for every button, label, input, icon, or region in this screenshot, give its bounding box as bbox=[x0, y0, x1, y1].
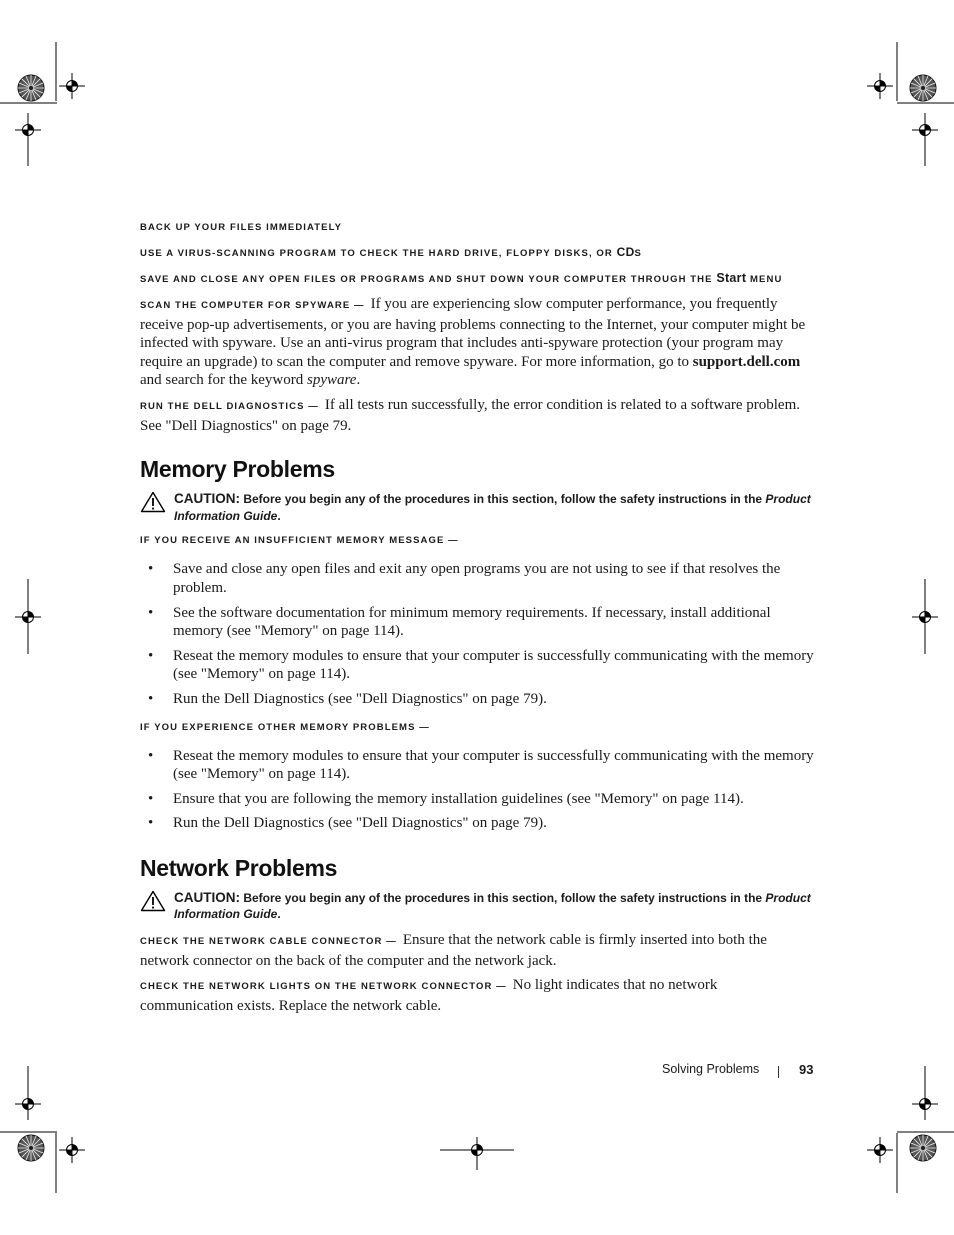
registration-mark-icon bbox=[912, 1091, 938, 1117]
heading-backup: BACK UP YOUR FILES IMMEDIATELY bbox=[140, 222, 343, 233]
other-memory-list bbox=[140, 747, 814, 833]
registration-mark-icon bbox=[15, 117, 41, 143]
network-cable-paragraph: CHECK THE NETWORK CABLE CONNECTOR — Ensure that the network cable is firmly inserted into both the network connector on the back of the computer and the network jack. bbox=[140, 932, 767, 969]
footer-divider bbox=[778, 1066, 779, 1078]
caution-triangle-icon bbox=[140, 890, 166, 912]
network-lights-paragraph: CHECK THE NETWORK LIGHTS ON THE NETWORK CONNECTOR — No light indicates that no network communication exists. Replace the network cable. bbox=[140, 977, 718, 1014]
diagnostics-paragraph: RUN THE DELL DIAGNOSTICS — If all tests run successfully, the error condition is related to a software problem. See "Dell Diagnostics" on page 79. bbox=[140, 396, 801, 434]
list-item: • Reseat the memory modules to ensure that your computer is successfully communicating with the memory (see "Memory" on page 114). bbox=[148, 747, 814, 783]
network-caution: CAUTION: Before you begin any of the procedures in this section, follow the safety instructions in the Product Information Guide. bbox=[140, 890, 814, 923]
page-content bbox=[140, 219, 814, 1021]
registration-mark-icon bbox=[59, 1137, 85, 1163]
spyware-head: SCAN THE COMPUTER FOR SPYWARE — bbox=[140, 300, 365, 311]
diagnostics-head: RUN THE DELL DIAGNOSTICS — bbox=[140, 400, 319, 412]
heading-insufficient-memory: IF YOU RECEIVE AN INSUFFICIENT MEMORY MESSAGE — bbox=[140, 535, 459, 547]
list-item: • Ensure that you are following the memory installation guidelines (see "Memory" on page 114). bbox=[148, 790, 744, 807]
color-target-icon bbox=[910, 75, 936, 101]
color-target-icon bbox=[18, 75, 44, 101]
heading-virus-scan: USE A VIRUS-SCANNING PROGRAM TO CHECK THE HARD DRIVE, FLOPPY DISKS, OR CDS bbox=[140, 245, 642, 259]
registration-mark-icon bbox=[59, 73, 85, 99]
footer-section-title: Solving Problems bbox=[662, 1062, 760, 1076]
insufficient-memory-list bbox=[140, 560, 814, 708]
memory-caution: CAUTION: Before you begin any of the procedures in this section, follow the safety instructions in the Product Information Guide. bbox=[140, 491, 814, 524]
registration-mark-icon bbox=[867, 73, 893, 99]
page-number: 93 bbox=[799, 1062, 814, 1077]
registration-mark-icon bbox=[15, 1091, 41, 1117]
list-item: • Save and close any open files and exit any open programs you are not using to see if that resolves the problem. bbox=[148, 561, 781, 596]
heading-other-memory: IF YOU EXPERIENCE OTHER MEMORY PROBLEMS — bbox=[140, 721, 430, 733]
caution-triangle-icon bbox=[140, 491, 166, 513]
list-item: • Run the Dell Diagnostics (see "Dell Diagnostics" on page 79). bbox=[148, 815, 547, 832]
heading-save-close: SAVE AND CLOSE ANY OPEN FILES OR PROGRAMS AND SHUT DOWN YOUR COMPUTER THROUGH THE Start MENU bbox=[140, 271, 783, 285]
network-cable-head: CHECK THE NETWORK CABLE CONNECTOR — bbox=[140, 936, 397, 948]
list-item: • See the software documentation for minimum memory requirements. If necessary, install additional memory (see "Memory" on page 114). bbox=[148, 604, 771, 640]
list-item: • Reseat the memory modules to ensure that your computer is successfully communicating with the memory (see "Memory" on page 114). bbox=[148, 647, 814, 683]
color-target-icon bbox=[18, 1135, 44, 1161]
color-target-icon bbox=[910, 1135, 936, 1161]
registration-mark-icon bbox=[912, 117, 938, 143]
list-item: • Run the Dell Diagnostics (see "Dell Diagnostics" on page 79). bbox=[148, 690, 547, 707]
registration-mark-icon bbox=[912, 604, 938, 630]
registration-mark-icon bbox=[867, 1137, 893, 1163]
spyware-keyword: spyware bbox=[307, 372, 357, 389]
registration-mark-icon bbox=[15, 604, 41, 630]
spyware-paragraph: SCAN THE COMPUTER FOR SPYWARE — If you are experiencing slow computer performance, you frequently receive pop-up advertisements, or you are having problems connecting to the Internet, your computer might be infected with spyware. Use an anti-virus program that includes anti-spyware protection (your program may require an upgrade) to scan the computer and remove spyware. For more information, go to support.dell.com and search for the keyword spyware. bbox=[140, 296, 806, 389]
network-lights-head: CHECK THE NETWORK LIGHTS ON THE NETWORK CONNECTOR — bbox=[140, 981, 507, 993]
network-problems-title: Network Problems bbox=[140, 854, 338, 881]
support-link[interactable]: support.dell.com bbox=[692, 353, 801, 370]
memory-problems-title: Memory Problems bbox=[140, 456, 335, 483]
